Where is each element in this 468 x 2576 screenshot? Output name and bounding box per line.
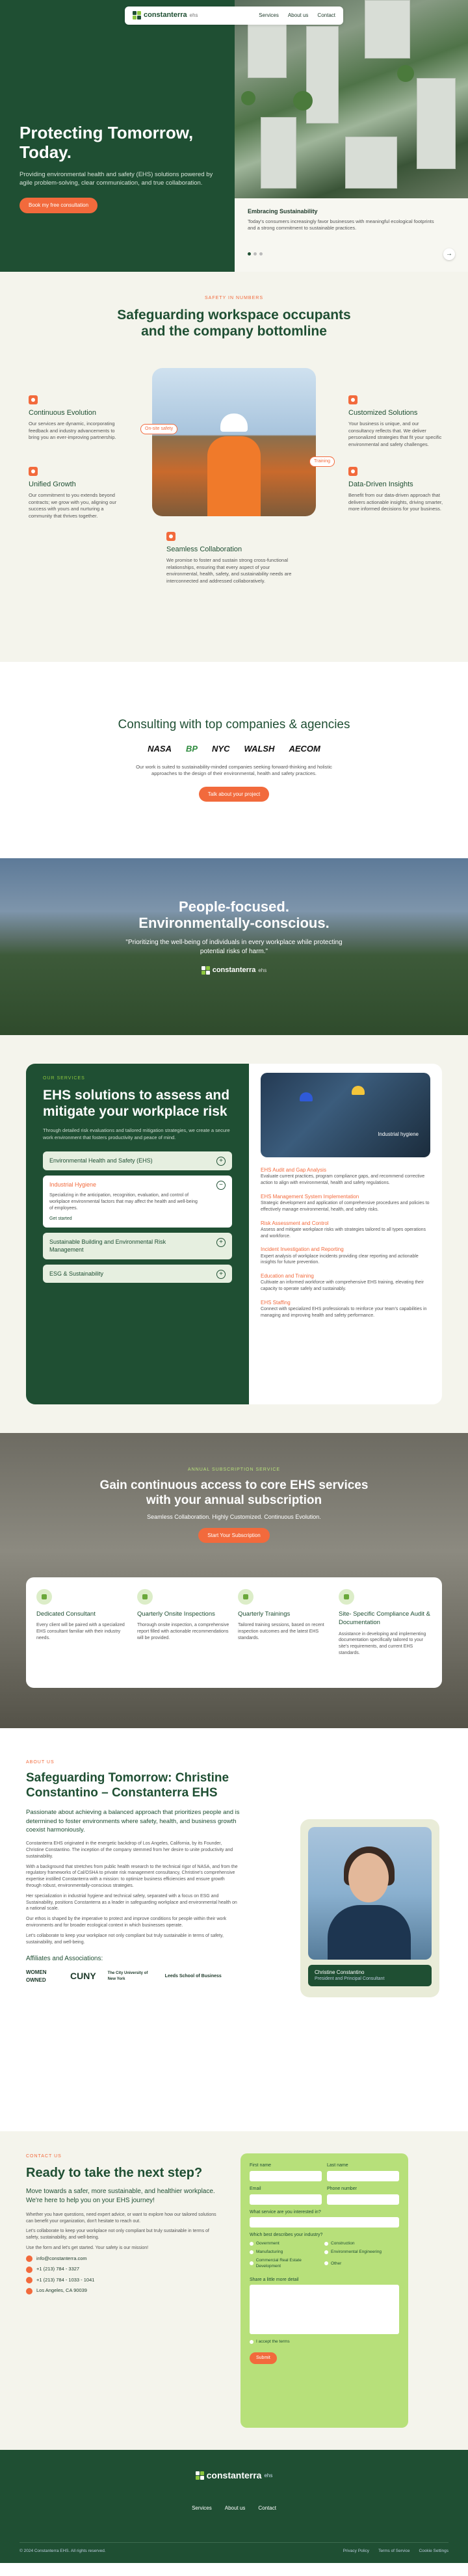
plan-card bbox=[238, 1589, 331, 1676]
site-footer bbox=[0, 2450, 468, 2563]
plan-text: Every client will be paired with a specialized EHS consultant familiar with their industry needs. bbox=[36, 1623, 125, 1640]
tag-training: Training bbox=[309, 456, 335, 467]
services-detail bbox=[249, 1064, 442, 1404]
first-name-input[interactable] bbox=[250, 2171, 322, 2181]
phone-label: Phone number bbox=[327, 2186, 357, 2191]
logo-bp: BP bbox=[185, 743, 198, 754]
feature-title: Unified Growth bbox=[29, 480, 76, 488]
consultant-icon bbox=[36, 1589, 52, 1605]
accordion-item[interactable] bbox=[43, 1265, 232, 1283]
hero-title: Protecting Tomorrow, Today. bbox=[20, 123, 194, 162]
caption-title: Embracing Sustainability bbox=[248, 208, 318, 215]
logo-nasa: NASA bbox=[148, 743, 172, 754]
option-radio[interactable]: Manufacturing bbox=[250, 2249, 324, 2255]
profile-role: President and Principal Consultant bbox=[315, 1977, 385, 1982]
logo-walsh: WALSH bbox=[244, 743, 275, 754]
about-paragraph: Her specialization in industrial hygiene and technical safety, separated with a focus on ESG and Sustainability, positions Constanterra as a leader in safeguarding workplace and environmental health on a national scale. bbox=[26, 1893, 237, 1912]
aerial-city-image bbox=[235, 0, 468, 198]
service-text: Evaluate current practices, program compliance gaps, and recommend corrective action to align with environmental, health and safety regulations. bbox=[261, 1174, 425, 1185]
feature-title: Data-Driven Insights bbox=[348, 480, 413, 488]
plan-text: Tailored training sessions, based on recent inspection outcomes and the latest EHS standards. bbox=[238, 1623, 324, 1640]
logo-cuny: CUNY bbox=[70, 1970, 96, 1981]
service-title: EHS Audit and Gap Analysis bbox=[261, 1167, 326, 1173]
banner-section bbox=[0, 858, 468, 1035]
shield-icon bbox=[348, 467, 358, 476]
contact-section bbox=[0, 2131, 468, 2450]
feature-text: We promise to foster and sustain strong cross-functional relationships, ensuring that every aspect of your environmental, health, safety, and sustainability needs are interconnected and addressed collaboratively. bbox=[166, 557, 292, 584]
logo-leeds: Leeds School of Business bbox=[164, 1973, 222, 1978]
about-section bbox=[0, 1728, 468, 2131]
services-eyebrow: OUR SERVICES bbox=[43, 1076, 85, 1081]
service-text: Assess and mitigate workplace risks with strategies tailored to all types operations and workforce. bbox=[261, 1227, 426, 1239]
slide-caption bbox=[235, 198, 468, 241]
service-title: Education and Training bbox=[261, 1273, 314, 1280]
service-text: Connect with specialized EHS professionals to reinforce your team's capabilities in managing and improving health and safety performance. bbox=[261, 1307, 427, 1318]
plan-text: Assistance in developing and implementing documentation specifically tailored to your site's requirements, and current EHS standards. bbox=[339, 1631, 426, 1655]
plus-icon[interactable]: + bbox=[216, 1238, 226, 1247]
plus-icon[interactable]: + bbox=[216, 1157, 226, 1166]
about-paragraph: Constanterra EHS originated in the energetic backdrop of Los Angeles, California, by its Founder, Christine Constantino. The inception of the company stemmed from her desire to unite productivity and sustainability. bbox=[26, 1841, 233, 1859]
option-radio[interactable]: Environmental Engineering bbox=[324, 2249, 399, 2255]
contact-paragraph: Whether you have questions, need expert advice, or want to explore how our tailored solutions can benefit your organization, don't hesitate to reach out. bbox=[26, 2212, 216, 2224]
hero-slider bbox=[235, 0, 468, 272]
copyright: © 2024 Constanterra EHS. All rights reserved. bbox=[20, 2548, 106, 2553]
service-item bbox=[261, 1193, 430, 1213]
banner-quote: "Prioritizing the well-being of individuals in every workplace while protecting potential risks of harm." bbox=[125, 938, 343, 955]
feature-card bbox=[29, 467, 126, 519]
option-radio[interactable]: Construction bbox=[324, 2241, 399, 2246]
services-title: EHS solutions to assess and mitigate your workplace risk bbox=[43, 1087, 230, 1119]
founder-photo bbox=[308, 1827, 432, 1960]
feature-title: Customized Solutions bbox=[348, 409, 418, 417]
service-title: EHS Management System Implementation bbox=[261, 1193, 359, 1200]
banner-logo bbox=[0, 966, 468, 975]
email-input[interactable] bbox=[250, 2194, 322, 2205]
clients-title: Consulting with top companies & agencies bbox=[118, 718, 350, 731]
subscription-eyebrow: ANNUAL SUBSCRIPTION SERVICE bbox=[187, 1467, 281, 1472]
submit-button[interactable]: Submit bbox=[250, 2352, 277, 2364]
logo-icon bbox=[202, 966, 210, 975]
accordion-item[interactable] bbox=[43, 1151, 232, 1170]
phone-icon bbox=[26, 2277, 32, 2283]
plan-cards bbox=[26, 1577, 442, 1688]
service-title: Risk Assessment and Control bbox=[261, 1220, 329, 1226]
about-lead: Passionate about achieving a balanced approach that prioritizes people and is determined to foster environments where safety, health, and business growth coexist harmoniously. bbox=[26, 1809, 240, 1833]
about-paragraph: Our ethos is shaped by the imperative to protect and improve conditions for people within their work environments and for broader ecological context in which businesses operate. bbox=[26, 1917, 227, 1928]
hero-text: Providing environmental health and safety (EHS) solutions powered by agile problem-solving, clear communication, and true collaboration. bbox=[20, 170, 213, 187]
feature-text: Our services are dynamic, incorporating feedback and industry advancements to bring you an ever-improving partnership. bbox=[29, 421, 116, 441]
nav-about[interactable]: About us bbox=[287, 12, 309, 19]
shield-icon bbox=[348, 395, 358, 404]
clients-section bbox=[0, 662, 468, 858]
about-paragraph: Let's collaborate to keep your workplace not only compliant but truly sustainable in terms of safety, sustainability, and well-being. bbox=[26, 1933, 224, 1945]
site-header bbox=[125, 7, 343, 25]
location-icon bbox=[26, 2288, 32, 2294]
subscription-cta-button[interactable]: Start Your Subscription bbox=[198, 1528, 269, 1543]
mail-icon bbox=[26, 2255, 32, 2262]
service-title: EHS Staffing bbox=[261, 1299, 291, 1306]
logo-nyc: NYC bbox=[212, 743, 230, 754]
contact-phone[interactable]: +1 (213) 784 - 1033 - 1041 bbox=[26, 2277, 221, 2284]
profile-name-box bbox=[308, 1965, 432, 1986]
brand-suffix: ehs bbox=[189, 12, 198, 19]
accordion-body: Specializing in the anticipation, recognition, evaluation, and control of workplace environmental factors that may affect the health and well-being of employees. bbox=[49, 1193, 198, 1211]
contact-form bbox=[240, 2153, 408, 2428]
slide-dot[interactable] bbox=[248, 252, 251, 256]
accordion-title: Industrial Hygiene bbox=[49, 1181, 97, 1188]
logo-icon bbox=[196, 2471, 204, 2480]
services-text: Through detailed risk evaluations and tailored mitigation strategies, we create a secure work environment that fosters productivity and peace of mind. bbox=[43, 1127, 230, 1140]
service-title: Incident Investigation and Reporting bbox=[261, 1246, 344, 1253]
about-eyebrow: ABOUT US bbox=[26, 1760, 55, 1765]
about-title: Safeguarding Tomorrow: Christine Constantino – Constanterra EHS bbox=[26, 1770, 229, 1800]
client-logos bbox=[0, 743, 468, 755]
slide-dot[interactable] bbox=[259, 252, 263, 256]
contact-paragraph: Use the form and let's get started. Your safety is our mission! bbox=[26, 2245, 149, 2250]
shield-icon bbox=[29, 395, 38, 404]
last-name-input[interactable] bbox=[327, 2171, 399, 2181]
clients-text: Our work is suited to sustainability-minded companies seeking forward-thinking and holistic approaches to the design of their environmental, health and safety practices. bbox=[136, 763, 332, 777]
brand-suffix: ehs bbox=[264, 2473, 273, 2479]
plan-text: Thorough onsite inspection, a comprehensive report filled with actionable recommendations will be provided. bbox=[137, 1623, 229, 1640]
shield-icon bbox=[29, 467, 38, 476]
service-item bbox=[261, 1166, 430, 1187]
plan-title: Quarterly Onsite Inspections bbox=[137, 1610, 215, 1618]
plan-title: Site- Specific Compliance Audit & Documentation bbox=[339, 1610, 430, 1627]
contact-title: Ready to take the next step? bbox=[26, 2165, 203, 2180]
accordion-title: ESG & Sustainability bbox=[49, 1270, 104, 1277]
tag-onsite: On-site safety bbox=[140, 424, 177, 434]
why-section bbox=[0, 272, 468, 662]
service-item bbox=[261, 1272, 430, 1293]
caption-text: Today's consumers increasingly favor businesses with meaningful ecological footprints and a strong commitment to sustainable practices. bbox=[248, 218, 434, 231]
contact-info bbox=[26, 2153, 221, 2428]
first-name-label: First name bbox=[250, 2163, 272, 2168]
brand-logo[interactable] bbox=[133, 10, 198, 20]
feature-card bbox=[29, 395, 126, 441]
last-name-label: Last name bbox=[327, 2163, 348, 2168]
contact-email[interactable]: info@constanterra.com bbox=[26, 2255, 221, 2263]
contact-phone[interactable]: +1 (213) 784 - 3327 bbox=[26, 2266, 221, 2273]
hero-section bbox=[0, 0, 468, 272]
option-radio[interactable]: Government bbox=[250, 2241, 324, 2246]
phone-icon bbox=[26, 2267, 32, 2273]
email-label: Email bbox=[250, 2186, 261, 2191]
services-panel bbox=[26, 1064, 249, 1404]
contact-lead: Move towards a safer, more sustainable, and healthier workplace. We're here to help you on your EHS journey! bbox=[26, 2187, 215, 2204]
feature-text: Your business is unique, and our consultancy reflects that. We deliver personalized strategies that fit your specific environmental and safety challenges. bbox=[348, 421, 442, 447]
training-icon bbox=[238, 1589, 254, 1605]
logo-icon bbox=[133, 11, 141, 20]
footer-link-contact[interactable]: Contact bbox=[258, 2504, 276, 2511]
plan-card bbox=[36, 1589, 129, 1676]
terms bbox=[250, 2339, 399, 2347]
nav-contact[interactable]: Contact bbox=[317, 12, 335, 19]
image-label: Industrial hygiene bbox=[378, 1131, 419, 1137]
footer-bottom bbox=[20, 2542, 448, 2554]
cookie-link[interactable]: Cookie Settings bbox=[419, 2548, 448, 2553]
plan-card bbox=[339, 1589, 432, 1676]
worker-image bbox=[152, 368, 316, 516]
nav-services[interactable]: Services bbox=[259, 12, 279, 19]
service-item bbox=[261, 1299, 430, 1319]
feature-card bbox=[348, 395, 446, 448]
contact-paragraph: Let's collaborate to keep your workplace not only compliant but truly sustainable in terms of safety, sustainability, and well-being. bbox=[26, 2229, 209, 2241]
footer-link-about[interactable]: About us bbox=[224, 2504, 246, 2511]
feature-text: Our commitment to you extends beyond contracts; we grow with you, aligning our success with yours and nurturing a community that thrives together. bbox=[29, 492, 117, 519]
banner-title: People-focused. Environmentally-conscious. bbox=[138, 899, 330, 932]
logo-women-owned: WOMEN OWNED bbox=[26, 1969, 47, 1983]
plan-title: Dedicated Consultant bbox=[36, 1610, 96, 1618]
hero-panel bbox=[0, 0, 235, 272]
logo-cuny-name: The City University of New York bbox=[107, 1971, 148, 1981]
slide-dot[interactable] bbox=[254, 252, 257, 256]
hero-cta-button[interactable]: Book my free consultation bbox=[20, 198, 98, 213]
feature-card bbox=[166, 532, 303, 585]
footer-link-services[interactable]: Services bbox=[192, 2504, 212, 2511]
clients-cta-button[interactable]: Talk about your project bbox=[199, 787, 270, 802]
service-text: Expert analysis of workplace incidents providing clear reporting and actionable insights for future prevention. bbox=[261, 1254, 419, 1265]
industrial-hygiene-image bbox=[261, 1073, 430, 1157]
services-section bbox=[0, 1035, 468, 1433]
why-title: Safeguarding workspace occupants and the company bottomline bbox=[117, 307, 351, 339]
feature-title: Seamless Collaboration bbox=[166, 545, 242, 553]
accordion-item[interactable] bbox=[43, 1233, 232, 1259]
service-select[interactable] bbox=[250, 2217, 399, 2228]
feature-title: Continuous Evolution bbox=[29, 409, 96, 417]
message-label: Share a little more detail bbox=[250, 2277, 299, 2282]
plus-icon[interactable]: + bbox=[216, 1270, 226, 1279]
plan-card bbox=[137, 1589, 230, 1676]
brand-name: constanterra bbox=[144, 11, 187, 20]
subscription-text: Seamless Collaboration. Highly Customized. Continuous Evolution. bbox=[147, 1514, 321, 1521]
profile-name: Christine Constantino bbox=[315, 1969, 365, 1975]
shield-icon bbox=[166, 532, 176, 541]
service-item bbox=[261, 1220, 430, 1240]
why-eyebrow: SAFETY IN NUMBERS bbox=[205, 296, 263, 300]
industry-label: Which best describes your industry? bbox=[250, 2233, 323, 2238]
accordion-title: Sustainable Building and Environmental Risk Management bbox=[49, 1238, 166, 1254]
contact-eyebrow: CONTACT US bbox=[26, 2154, 62, 2159]
profile-card bbox=[300, 1819, 439, 1997]
industry-options bbox=[250, 2241, 399, 2272]
service-text: Strategic development and application of comprehensive procedures and policies to effectively manage environmental, health, and safety risks. bbox=[261, 1200, 430, 1212]
feature-text: Benefit from our data-driven approach that delivers actionable insights, driving smarter, more informed decisions for your business. bbox=[348, 492, 443, 512]
privacy-link[interactable]: Privacy Policy bbox=[343, 2548, 370, 2553]
main-nav bbox=[259, 12, 335, 19]
subscription-section bbox=[0, 1433, 468, 1728]
services-card bbox=[26, 1064, 442, 1404]
minus-icon[interactable]: − bbox=[216, 1181, 226, 1190]
footer-logo[interactable] bbox=[0, 2469, 468, 2482]
inspection-icon bbox=[137, 1589, 153, 1605]
service-label: What service are you interested in? bbox=[250, 2209, 321, 2215]
service-item bbox=[261, 1246, 430, 1266]
accordion-item-open[interactable] bbox=[43, 1176, 232, 1228]
footer-nav bbox=[0, 2504, 468, 2512]
terms-checkbox[interactable]: I accept the terms bbox=[250, 2339, 399, 2345]
slider-dots bbox=[248, 252, 263, 256]
plan-title: Quarterly Trainings bbox=[238, 1610, 291, 1618]
feature-card bbox=[348, 467, 446, 513]
option-radio[interactable]: Commercial Real Estate Development bbox=[250, 2257, 324, 2269]
get-started-link[interactable]: Get started bbox=[49, 1216, 72, 1221]
affiliates-title: Affiliates and Associations: bbox=[26, 1955, 103, 1963]
logo-aecom: AECOM bbox=[289, 743, 320, 754]
about-paragraph: With a background that stretches from public health research to the technical rigor of NASA, and from the regulatory frameworks of Cal/OSHA to private risk management consultancy, Christine's comprehensive expertise instilled Constanterra with a mission: to optimize business efficiencies and ensure growth through robust, environmentally-conscious strategies. bbox=[26, 1864, 238, 1889]
brand-suffix: ehs bbox=[258, 967, 267, 973]
brand-name: constanterra bbox=[206, 2470, 262, 2480]
message-textarea[interactable] bbox=[250, 2285, 399, 2334]
audit-icon bbox=[339, 1589, 354, 1605]
contact-location: Los Angeles, CA 90039 bbox=[26, 2287, 221, 2294]
next-arrow-icon[interactable]: → bbox=[443, 248, 455, 260]
phone-input[interactable] bbox=[327, 2194, 399, 2205]
brand-name: constanterra bbox=[212, 966, 256, 974]
service-text: Cultivate an informed workforce with comprehensive EHS training, elevating their capacity to operate safely and sustainably. bbox=[261, 1280, 424, 1292]
option-radio[interactable]: Other bbox=[324, 2257, 399, 2269]
terms-link[interactable]: Terms of Service bbox=[378, 2548, 410, 2553]
accordion-title: Environmental Health and Safety (EHS) bbox=[49, 1157, 153, 1164]
subscription-title: Gain continuous access to core EHS services with your annual subscription bbox=[99, 1478, 369, 1507]
